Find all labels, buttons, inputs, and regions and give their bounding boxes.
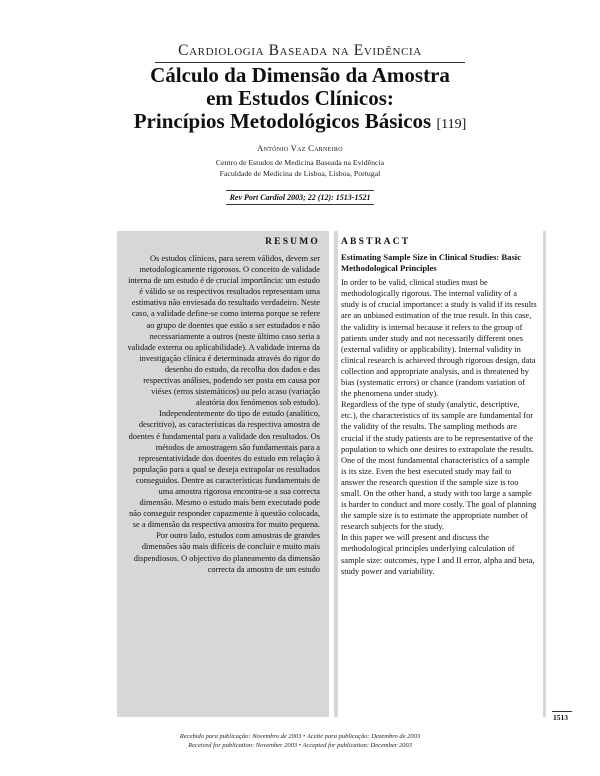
abstract-paragraph: In order to be valid, clinical studies must be methodologically rigorous. The internal validity of a study is of crucial importance: a study is valid if its results are an unbiased estimation of the true result. In this case, the validity is internal because it refers to the group of patients under study and not necessarily different ones (external validity or applicability). Internal validity in clinical research is achieved through rigorous design, data collection and appropriate analysis, and is threatened by bias (systematic errors) or chance (random variation of the phenomena under study).	[341, 278, 537, 399]
resumo-column	[117, 231, 329, 717]
abstract-paragraph: Regardless of the type of study (analytic, descriptive, etc.), the characteristics of its sample are fundamental for the validity of the results. The sampling methods are crucial if the study patients are to be representative of the population to which one desires to extrapolate the results. One of the most fundamental characteristics of a sample is its size. Even the best executed study may fail to answer the research question if the sample size is too small. On the other hand, a study with too large a sample is harder to conduct and more costly. The goal of planning the sample size is to estimate the appropriate number of research subjects for the study.	[341, 400, 537, 532]
section-title: Cardiologia Baseada na Evidência	[178, 42, 422, 59]
author-name: António Vaz Carneiro	[257, 143, 343, 153]
page-number-rule	[552, 711, 572, 712]
footer-line-en: Received for publication: November 2003 • Accepted for publication: December 2003	[188, 742, 412, 749]
resumo-paragraph: Os estudos clínicos, para serem válidos, devem ser metodologicamente rigorosos. O conceito de validade interna de um estudo é de crucial importância: um estudo é válido se os respectivos resultados representam uma estimativa não enviesada do resultado verdadeiro. Neste caso, a validade define-se como interna porque se refere ao grupo de doentes que estão a ser estudados e não necessariamente a outros (neste último caso seria a validade externa ou aplicabilidade). A validade interna da investigação clínica é determinada através do rigor do desenho do estudo, da recolha dos dados e das respectivas análises, podendo ser posta em causa por viéses (erros sistemáticos) ou pelo acaso (variação aleatória dos fenómenos sob estudo).	[127, 254, 320, 408]
citation-text: Rev Port Cardiol 2003; 22 (12): 1513-1521	[226, 190, 375, 205]
resumo-heading: RESUMO	[265, 237, 320, 247]
publication-dates	[0, 732, 600, 750]
title-reference: [119]	[436, 117, 467, 132]
affiliation	[0, 157, 600, 179]
article-title	[60, 64, 540, 136]
page-number: 1513	[553, 713, 568, 722]
citation	[0, 190, 600, 205]
abstract-body	[341, 277, 537, 577]
abstract-column	[334, 231, 546, 717]
footer-line-pt: Recebido para publicação: Novembro de 2003 • Aceite para publicação: Dezembro de 2003	[179, 733, 421, 740]
abstract-paragraph: In this paper we will present and discuss the methodological principles underlying calculation of sample size: outcomes, type I and II error, alpha and beta, study power and variability.	[341, 533, 535, 576]
title-line-1: Cálculo da Dimensão da Amostra	[150, 63, 450, 87]
abstract-title: Estimating Sample Size in Clinical Studies: Basic Methodological Principles	[341, 252, 522, 273]
resumo-paragraph: Independentemente do tipo de estudo (analítico, descritivo), as características da respectiva amostra de doentes é fundamental para a validade dos resultados. Os métodos de amostragem são fundamentais para a representatividade dos doentes do estudo em relação à população para a qual se deseja extrapolar os resultados conseguidos. Dentre as características fundamentais de uma amostra rigorosa encontra-se a sua correcta dimensão. Mesmo o estudo mais bem executado pode não conseguir responder capazmente à questão colocada, se a dimensão da respectiva amostra for muito pequena. Por outro lado, estudos com amostras de grandes dimensões são mais difíceis de concluir e muito mais dispendiosos. O objectivo do planeamento da dimensão correcta da amostra de um estudo	[128, 409, 320, 574]
title-line-2: em Estudos Clínicos:	[206, 86, 394, 110]
title-line-3	[60, 110, 540, 136]
resumo-body	[126, 253, 320, 575]
title-line-3-text: Princípios Metodológicos Básicos	[133, 109, 432, 133]
affiliation-line-1: Centro de Estudos de Medicina Baseada na Evidência	[215, 158, 385, 167]
affiliation-line-2: Faculdade de Medicina de Lisboa, Lisboa, Portugal	[219, 169, 381, 178]
abstract-heading: ABSTRACT	[341, 237, 411, 247]
abstract-panel	[338, 231, 543, 717]
